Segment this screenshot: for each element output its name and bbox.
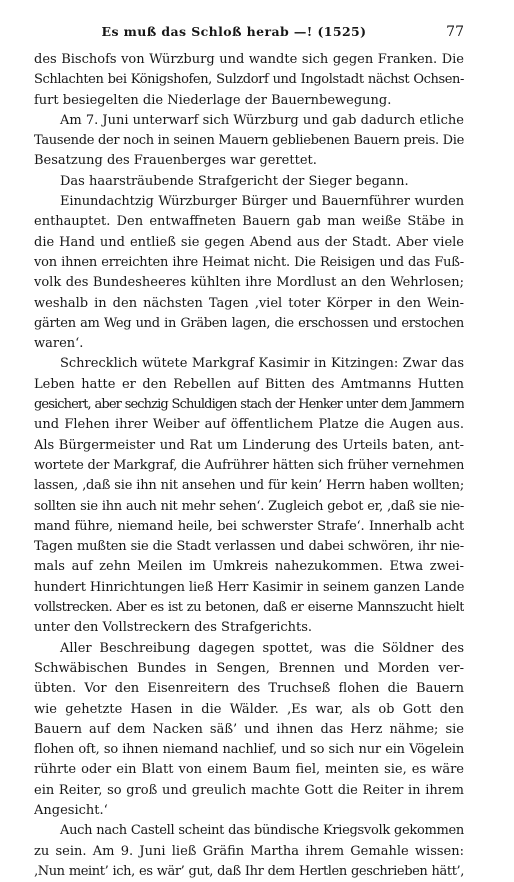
text-line: gesichert, aber sechzig Schuldigen stach der Henker unter dem Jammern	[34, 397, 464, 413]
text-line: Angesicht.‘	[34, 802, 108, 818]
text-line: übten. Vor den Eisenreitern des Truchseß flohen die Bauern	[34, 681, 464, 697]
text-line: flohen oft, so ihnen niemand nachlief, und so sich nur ein Vögelein	[34, 742, 464, 758]
text-line: Am 7. Juni unterwarf sich Würzburg und gab dadurch etliche	[60, 112, 464, 128]
text-line: enthauptet. Den entwaffneten Bauern gab man weiße Stäbe in	[34, 214, 464, 230]
text-line: des Bischofs von Würzburg und wandte sich gegen Franken. Die	[34, 52, 464, 67]
running-title: Es muß das Schloß herab —! (1525)	[101, 24, 367, 39]
text-line: unter den Vollstreckern des Strafgerichts.	[34, 620, 313, 636]
text-line: Besatzung des Frauenberges war gerettet.	[34, 153, 317, 169]
text-line: hundert Hinrichtungen ließ Herr Kasimir in seinem ganzen Lande	[34, 579, 464, 595]
text-line: lassen, ‚daß sie ihn nit ansehen und für kein’ Herrn haben wollten;	[34, 478, 464, 494]
text-line: sollten sie ihn auch nit mehr sehen‘. Zugleich gebot er, ‚daß sie nie-	[34, 498, 464, 514]
text-line: gärten am Weg und in Gräben lagen, die erschossen und erstochen	[34, 315, 464, 331]
text-line: Leben hatte er den Rebellen auf Bitten des Amtmanns Hutten	[34, 376, 464, 392]
text-line: die Hand und entließ sie gegen Abend aus der Stadt. Aber viele	[34, 234, 464, 250]
text-line: Bauern auf dem Nacken säß’ und ihnen das Herz nähme; sie	[34, 721, 464, 737]
body-text	[34, 50, 464, 882]
running-head	[34, 24, 464, 42]
text-line: wie gehetzte Hasen in die Wälder. ‚Es war, als ob Gott den	[34, 701, 464, 717]
text-line: rührte oder ein Blatt von einem Baum fiel, meinten sie, es wäre	[34, 762, 464, 778]
text-line: mals auf zehn Meilen im Umkreis nahezukommen. Etwa zwei-	[34, 559, 464, 575]
text-line: Schlachten bei Königshofen, Sulzdorf und Ingolstadt nächst Ochsen-	[34, 72, 464, 88]
text-line: ein Reiter, so groß und greulich machte Gott die Reiter in ihrem	[34, 782, 464, 798]
text-line: zu sein. Am 9. Juni ließ Gräfin Martha ihrem Gemahle wissen:	[34, 843, 464, 859]
text-line: von ihnen erreichten ihre Heimat nicht. Die Reisigen und das Fuß-	[34, 254, 464, 270]
text-line: Das haarsträubende Strafgericht der Sieger begann.	[60, 173, 409, 189]
text-line: Auch nach Castell scheint das bündische Kriegsvolk gekommen	[60, 823, 464, 839]
text-line: und Flehen ihrer Weiber auf öffentlichem Platze die Augen aus.	[34, 417, 464, 433]
text-line: Aller Beschreibung dagegen spottet, was die Söldner des	[60, 640, 464, 656]
text-line: Schwäbischen Bundes in Sengen, Brennen und Morden ver-	[34, 660, 464, 676]
text-line: Als Bürgermeister und Rat um Linderung des Urteils baten, ant-	[34, 437, 464, 453]
text-line: furt besiegelten die Niederlage der Bauernbewegung.	[34, 92, 392, 108]
text-line: waren‘.	[34, 336, 84, 352]
text-line: ‚Nun meint’ ich, es wär’ gut, daß Ihr dem Hertlen geschrieben hätt’,	[34, 863, 464, 879]
text-line: Schrecklich wütete Markgraf Kasimir in Kitzingen: Zwar das	[60, 356, 464, 372]
text-line: Einundachtzig Würzburger Bürger und Bauernführer wurden	[60, 194, 464, 210]
text-line: vollstrecken. Aber es ist zu betonen, daß er eiserne Mannszucht hielt	[34, 600, 464, 616]
text-line: Tagen mußten sie die Stadt verlassen und dabei schwören, ihr nie-	[34, 539, 464, 555]
text-line: wortete der Markgraf, die Aufrührer hätten sich früher vernehmen	[34, 457, 464, 473]
text-line: mand führe, niemand heile, bei schwerster Strafe‘. Innerhalb acht	[34, 518, 464, 534]
text-line: volk des Bundesheeres kühlten ihre Mordlust an den Wehrlosen;	[34, 275, 464, 291]
page-number: 77	[446, 24, 464, 40]
text-line: Tausende der noch in seinen Mauern gebliebenen Bauern preis. Die	[34, 133, 464, 149]
text-line: weshalb in den nächsten Tagen ‚viel toter Körper in den Wein-	[34, 295, 464, 311]
